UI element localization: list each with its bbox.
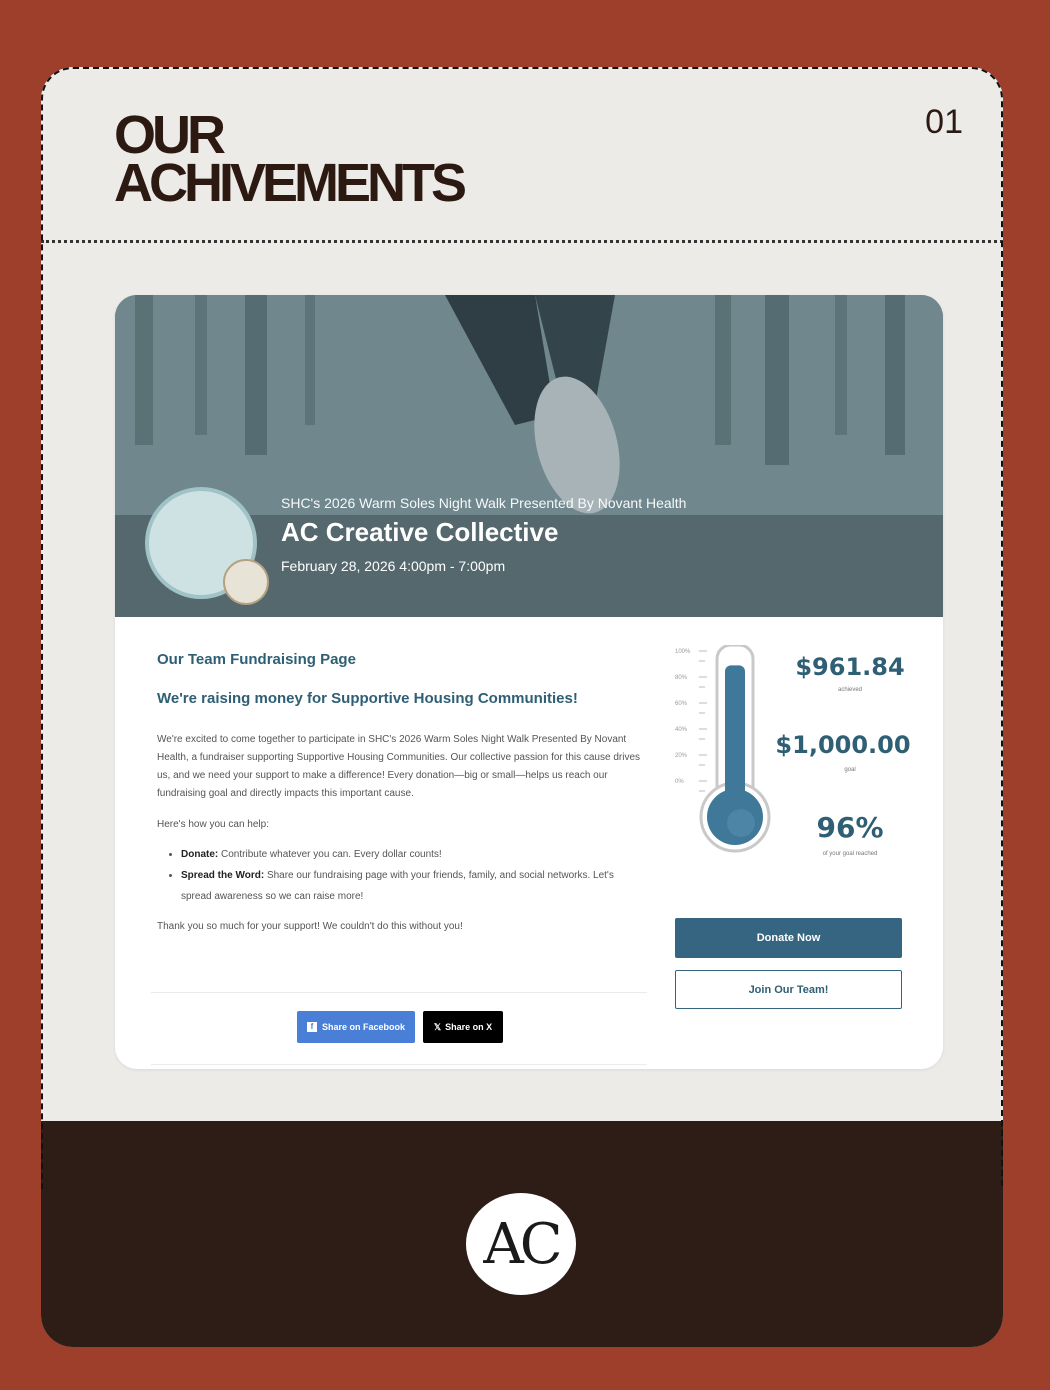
description-column xyxy=(157,651,647,932)
tick-label: 0% xyxy=(675,779,684,785)
tick-label: 80% xyxy=(675,675,688,681)
percent-label: of your goal reached xyxy=(822,851,878,857)
goal-amount: $1,000.00 xyxy=(775,731,911,759)
fundraising-card xyxy=(115,295,943,1069)
x-icon: 𝕏 xyxy=(433,1021,442,1032)
share-facebook-button[interactable] xyxy=(297,1011,415,1043)
slide-panel xyxy=(41,67,1003,1347)
tick-label: 20% xyxy=(675,753,688,759)
tick-label: 60% xyxy=(675,701,688,707)
tick-label: 100% xyxy=(675,649,691,655)
section-title: Our Team Fundraising Page xyxy=(157,651,356,668)
bullet-label: Spread the Word: xyxy=(181,870,265,881)
percent-reached: 96% xyxy=(816,811,884,844)
bullet-text: Contribute whatever you can. Every dollar counts! xyxy=(221,849,442,860)
divider xyxy=(151,992,647,993)
thermometer-graphic xyxy=(695,645,775,860)
hero-banner xyxy=(115,295,943,617)
page-title: OUR ACHIVEMENTS xyxy=(114,105,464,213)
event-name: SHC's 2026 Warm Soles Night Walk Presented By Novant Health xyxy=(281,495,687,511)
help-list xyxy=(157,844,647,907)
thanks-text: Thank you so much for your support! We couldn't do this without you! xyxy=(157,921,463,932)
tick-label: 40% xyxy=(675,727,688,733)
goal-label: goal xyxy=(844,767,856,773)
share-facebook-label: Share on Facebook xyxy=(321,1022,406,1032)
team-name: AC Creative Collective xyxy=(281,517,559,547)
footer xyxy=(41,1121,1003,1347)
share-x-label: Share on X xyxy=(445,1022,493,1032)
divider xyxy=(151,1064,647,1065)
warm-soles-logo xyxy=(223,559,269,605)
share-x-button[interactable] xyxy=(423,1011,503,1043)
join-team-button[interactable]: Join Our Team! xyxy=(675,970,902,1009)
achieved-label: achieved xyxy=(837,687,863,693)
intro-paragraph: We're excited to come together to participate in SHC's 2026 Warm Soles Night Walk Presented By Novant Health, a fundraiser supporting Supportive Housing Communities. Our collective passion for this cause drives us, and we need your support to make a difference! Every donation—big or small—helps us reach our fundraising goal and directly impacts this important cause. xyxy=(157,734,641,799)
event-date: February 28, 2026 4:00pm - 7:00pm xyxy=(281,558,506,574)
facebook-icon: f xyxy=(307,1022,317,1032)
bullet-label: Donate: xyxy=(181,849,219,860)
dotted-divider xyxy=(41,240,1003,243)
help-intro: Here's how you can help: xyxy=(157,819,269,830)
achieved-amount: $961.84 xyxy=(795,653,905,681)
list-item xyxy=(181,865,647,907)
donate-now-button[interactable]: Donate Now xyxy=(675,918,902,958)
progress-thermometer xyxy=(675,645,915,885)
list-item xyxy=(181,844,647,865)
bullet-text: Share our fundraising page with your friends, family, and social networks. Let's spread awareness so we can raise more! xyxy=(181,870,614,902)
page-number: 01 xyxy=(925,103,963,141)
ac-logo: AC xyxy=(466,1193,576,1295)
headline: We're raising money for Supportive Housing Communities! xyxy=(157,690,578,707)
